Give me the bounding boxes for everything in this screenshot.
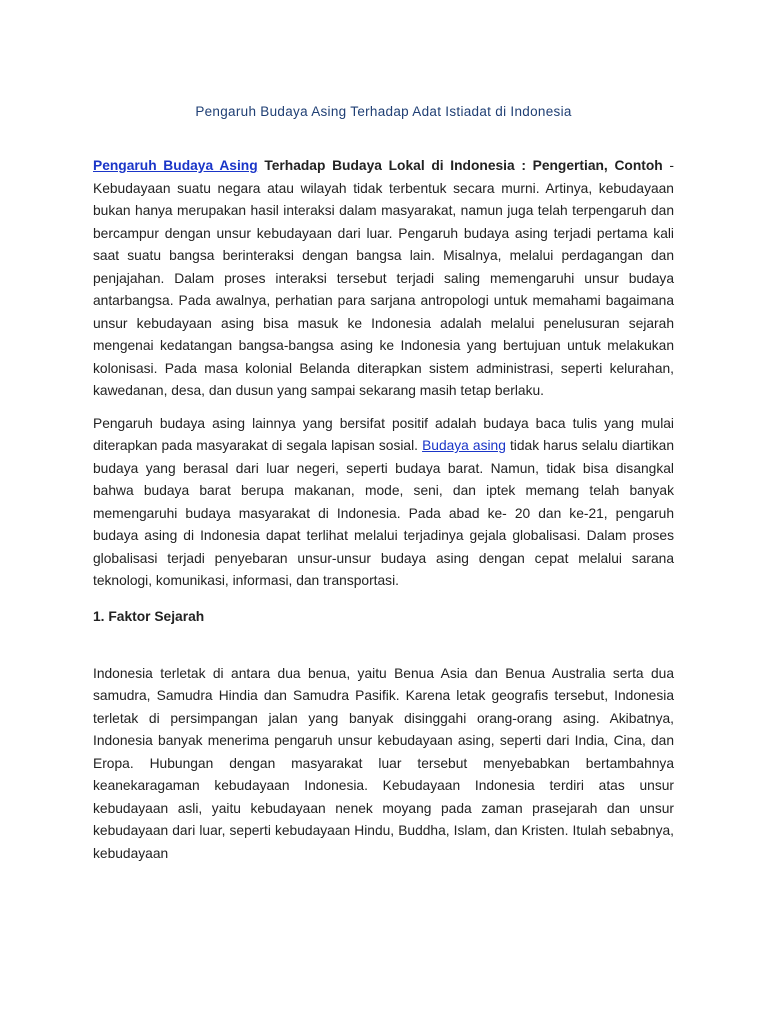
- document-title: Pengaruh Budaya Asing Terhadap Adat Istiadat di Indonesia: [195, 104, 572, 119]
- link-budaya-asing[interactable]: Budaya asing: [422, 438, 506, 453]
- intro-body-text: - Kebudayaan suatu negara atau wilayah tidak terbentuk secara murni. Artinya, kebudayaan bukan hanya merupakan hasil interaksi dalam masyarakat, namun juga telah terpengaruh dan bercampur dengan unsur kebudayaan dari luar. Pengaruh budaya asing terjadi pertama kali saat suatu bangsa berinteraksi dengan bangsa lain. Misalnya, melalui perdagangan dan penjajahan. Dalam proses interaksi tersebut terjadi saling memengaruhi unsur budaya antarbangsa. Pada awalnya, perhatian para sarjana antropologi untuk memahami bagaimana unsur kebudayaan asing bisa masuk ke Indonesia adalah melalui penelusuran sejarah mengenai kedatangan bangsa-bangsa asing ke Indonesia yang bertujuan untuk melakukan kolonisasi. Pada masa kolonial Belanda diterapkan sistem administrasi, seperti kelurahan, kawedanan, desa, dan dusun yang sampai sekarang masih tetap berlaku.: [93, 158, 674, 398]
- section-heading-faktor-sejarah: 1. Faktor Sejarah: [93, 608, 205, 624]
- paragraph2-text-after: tidak harus selalu diartikan budaya yang berasal dari luar negeri, seperti budaya barat. Namun, tidak bisa disangkal bahwa budaya barat berupa makanan, mode, seni, dan iptek memang telah banyak memengaruhi budaya masyarakat di Indonesia. Pada abad ke- 20 dan ke-21, pengaruh budaya asing di Indonesia dapat terlihat melalui terjadinya gejala globalisasi. Dalam proses globalisasi terjadi penyebaran unsur-unsur budaya asing dengan cepat melalui sarana teknologi, komunikasi, informasi, dan transportasi.: [93, 438, 674, 588]
- paragraph-faktor-sejarah: Indonesia terletak di antara dua benua, yaitu Benua Asia dan Benua Australia serta dua samudra, Samudra Hindia dan Samudra Pasifik. Karena letak geografis tersebut, Indonesia terletak di persimpangan jalan yang banyak disinggahi orang-orang asing. Akibatnya, Indonesia banyak menerima pengaruh unsur kebudayaan asing, seperti dari India, Cina, dan Eropa. Hubungan dengan masyarakat luar tersebut menyebabkan bertambahnya keanekaragaman kebudayaan Indonesia. Kebudayaan Indonesia terdiri atas unsur kebudayaan asli, yaitu kebudayaan nenek moyang pada zaman prasejarah dan unsur kebudayaan dari luar, seperti kebudayaan Hindu, Buddha, Islam, dan Kristen. Itulah sebabnya, kebudayaan: [93, 665, 674, 861]
- link-pengaruh-budaya-asing[interactable]: Pengaruh Budaya Asing: [93, 158, 258, 173]
- intro-bold-text: Terhadap Budaya Lokal di Indonesia : Pengertian, Contoh: [257, 158, 663, 173]
- paragraph-intro: [93, 155, 674, 403]
- paragraph-positive-influence: [93, 413, 674, 593]
- document-page: [93, 104, 674, 865]
- paragraph2-text-before: Pengaruh budaya asing lainnya yang bersifat positif adalah budaya baca tulis yang mulai diterapkan pada masyarakat di segala lapisan sosial.: [93, 415, 674, 453]
